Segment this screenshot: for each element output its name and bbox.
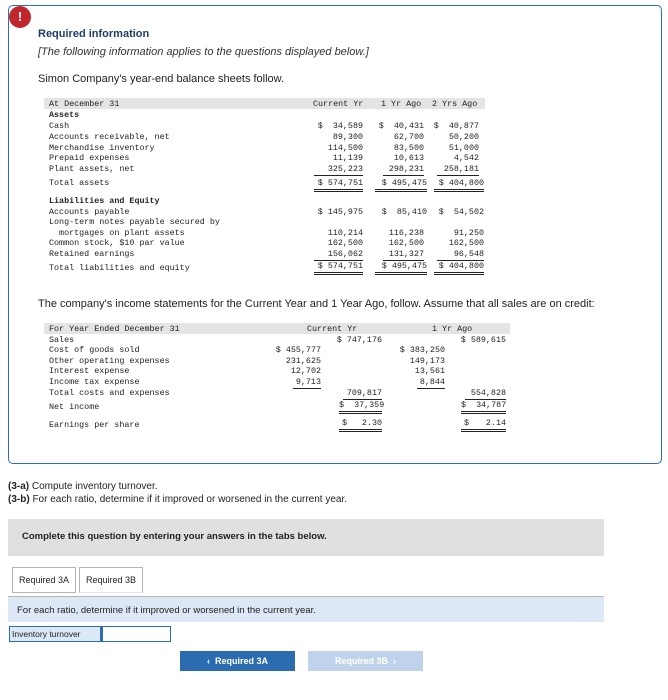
bs-row-v1: 325,223	[314, 164, 363, 176]
chevron-left-icon: ‹	[206, 656, 215, 666]
is-net-income-label: Net income	[49, 402, 100, 412]
next-button-label: Required 3B	[334, 656, 388, 666]
question-3a-text: Compute inventory turnover.	[29, 481, 158, 492]
bs-row-v2: 10,613	[393, 153, 424, 163]
question-3a	[8, 481, 158, 492]
bs-row-label: Merchandise inventory	[49, 143, 155, 153]
bs-retained-v3: 96,548	[437, 249, 484, 261]
is-exp-cur: 9,713	[293, 377, 321, 389]
bs-notes-label: mortgages on plant assets	[49, 228, 185, 238]
is-net-income-cur: $ 37,359	[339, 400, 382, 414]
is-exp-label: Interest expense	[49, 366, 130, 376]
is-sales-label: Sales	[49, 335, 75, 345]
tab-required-3b[interactable]: Required 3B	[79, 567, 143, 593]
bs-ap-v2: $ 85,410	[381, 207, 427, 217]
bs-ap-label: Accounts payable	[49, 207, 130, 217]
balance-sheet-intro: Simon Company's year-end balance sheets follow.	[38, 73, 285, 85]
bs-col-2yr: 2 Yrs Ago	[432, 99, 478, 109]
is-exp-prior: 13,561	[414, 366, 445, 376]
bs-row-v3: 4,542	[453, 153, 479, 163]
is-eps-prior: 2.14	[461, 418, 506, 432]
is-exp-cur: $ 455,777	[275, 345, 321, 355]
bs-row-v2: 62,700	[393, 132, 424, 142]
bs-notes-v2: 116,238	[388, 228, 424, 238]
bs-common-v1: 162,500	[327, 238, 363, 248]
required-info-box	[8, 5, 662, 464]
bs-row-v2: 298,231	[383, 164, 424, 176]
bs-liab-heading: Liabilities and Equity	[49, 196, 160, 206]
is-sales-cur: $ 747,176	[336, 335, 382, 345]
is-col-current: Current Yr	[307, 324, 358, 334]
bs-row-label: Plant assets, net	[49, 164, 135, 174]
is-exp-label: Other operating expenses	[49, 356, 170, 366]
bs-col-current: Current Yr	[313, 99, 364, 109]
chevron-right-icon: ›	[388, 656, 396, 666]
next-required-3b-button	[308, 651, 423, 671]
bs-row-v3: $ 40,877	[433, 121, 479, 131]
bs-row-v2: $ 40,431	[378, 121, 424, 131]
tab-panel-header	[8, 596, 604, 622]
prev-required-3a-button[interactable]	[180, 651, 295, 671]
complete-instruction-box	[8, 519, 604, 556]
is-exp-prior: $ 383,250	[399, 345, 445, 355]
is-eps-label: Earnings per share	[49, 420, 140, 430]
question-3b	[8, 494, 347, 505]
question-3b-tag: (3-b)	[8, 494, 30, 505]
bs-row-v3: 51,000	[448, 143, 479, 153]
is-eps-cur-sign: $	[342, 418, 348, 428]
complete-instruction: Complete this question by entering your answers in the tabs below.	[22, 531, 327, 542]
bs-notes-v3: 91,250	[453, 228, 484, 238]
bs-row-v2: 83,500	[393, 143, 424, 153]
inventory-turnover-input[interactable]	[101, 626, 171, 642]
bs-retained-label: Retained earnings	[49, 249, 135, 259]
bs-total-assets-label: Total assets	[49, 178, 110, 188]
required-info-subtitle: [The following information applies to the questions displayed below.]	[38, 46, 369, 58]
bs-row-v1: 114,500	[327, 143, 363, 153]
bs-row-v1: $ 34,589	[317, 121, 363, 131]
tab-panel-instruction: For each ratio, determine if it improved or worsened in the current year.	[17, 605, 316, 616]
bs-common-v2: 162,500	[388, 238, 424, 248]
is-exp-label: Income tax expense	[49, 377, 140, 387]
bs-row-v3: 50,200	[448, 132, 479, 142]
is-sales-prior: $ 589,615	[460, 335, 506, 345]
is-eps-cur: 2.30	[339, 418, 382, 432]
bs-total-liab-v1: $ 574,751	[314, 261, 363, 275]
bs-ap-v3: $ 54,502	[438, 207, 484, 217]
is-exp-prior: 8,844	[417, 377, 445, 389]
bs-retained-v1: 156,062	[314, 249, 363, 261]
bs-common-label: Common stock, $10 par value	[49, 238, 185, 248]
bs-retained-v2: 131,327	[383, 249, 424, 261]
is-eps-prior-sign: $	[464, 418, 470, 428]
bs-row-v3: 258,181	[437, 164, 479, 176]
is-total-costs-prior: 554,828	[465, 388, 506, 400]
alert-icon: !	[9, 6, 31, 28]
bs-col-1yr: 1 Yr Ago	[381, 99, 422, 109]
bs-common-v3: 162,500	[448, 238, 484, 248]
bs-total-assets-v2: $ 495,475	[375, 178, 427, 192]
tab-required-3a[interactable]: Required 3A	[12, 567, 76, 593]
bs-total-liab-label: Total liabilities and equity	[49, 263, 190, 273]
prev-button-label: Required 3A	[214, 656, 268, 666]
is-exp-prior: 149,173	[409, 356, 445, 366]
required-info-title: Required information	[38, 28, 150, 40]
bs-total-assets-v1: $ 574,751	[314, 178, 363, 192]
bs-col-label: At December 31	[49, 99, 120, 109]
bs-row-label: Cash	[49, 121, 70, 131]
is-total-costs-label: Total costs and expenses	[49, 388, 170, 398]
bs-total-assets-v3: $ 404,800	[434, 178, 484, 192]
is-exp-cur: 12,702	[290, 366, 321, 376]
is-exp-label: Cost of goods sold	[49, 345, 140, 355]
bs-row-v1: 11,139	[332, 153, 363, 163]
bs-notes-label-1: Long-term notes payable secured by	[49, 217, 220, 227]
is-net-income-prior: $ 34,787	[461, 400, 506, 414]
question-3a-tag: (3-a)	[8, 481, 30, 492]
is-col-1yr: 1 Yr Ago	[432, 324, 473, 334]
bs-total-liab-v2: $ 495,475	[375, 261, 427, 275]
bs-row-v1: 89,300	[332, 132, 363, 142]
is-total-costs-cur: 709,817	[343, 388, 382, 400]
bs-total-liab-v3: $ 404,800	[434, 261, 484, 275]
is-col-label: For Year Ended December 31	[49, 324, 180, 334]
bs-row-label: Accounts receivable, net	[49, 132, 170, 142]
question-3b-text: For each ratio, determine if it improved or worsened in the current year.	[29, 494, 348, 505]
bs-ap-v1: $ 145,975	[317, 207, 363, 217]
income-statement-intro: The company's income statements for the Current Year and 1 Year Ago, follow. Assume that all sales are on credit:	[38, 298, 595, 310]
bs-notes-v1: 110,214	[327, 228, 363, 238]
is-exp-cur: 231,625	[285, 356, 321, 366]
inventory-turnover-label: Inventory turnover	[9, 626, 101, 642]
bs-assets-heading: Assets	[49, 110, 80, 120]
bs-row-label: Prepaid expenses	[49, 153, 130, 163]
